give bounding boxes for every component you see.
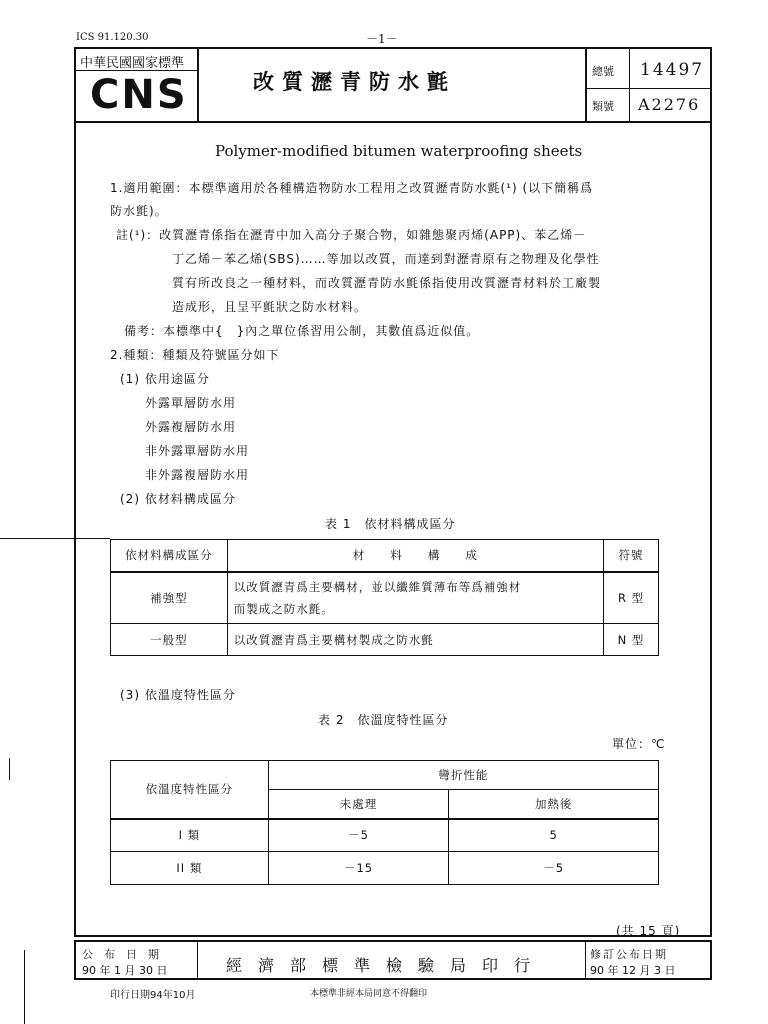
rev-date: 90 年 12 月 3 日 xyxy=(590,964,676,977)
subsection-material: (2) 依材料構成區分 xyxy=(120,492,236,506)
margin-mark xyxy=(0,538,110,539)
table2-unit: 單位：℃ xyxy=(612,737,666,751)
rev-date-label: 修訂公布日期 xyxy=(590,948,668,961)
table2-cell-heated: 5 xyxy=(449,819,659,852)
pub-date: 90 年 1 月 30 日 xyxy=(82,964,168,977)
note-line-3: 質有所改良之一種材料，而改質瀝青防水氈係指使用改質瀝青材料於工廠製 xyxy=(172,276,602,290)
note-line-1: 註(¹)：改質瀝青係指在瀝青中加入高分子聚合物，如雜態聚丙烯(APP)、苯乙烯－ xyxy=(116,228,587,242)
total-no: 14497 xyxy=(640,60,705,80)
scope-line-1: 1.適用範圍：本標準適用於各種構造物防水工程用之改質瀝青防水氈(¹) (以下簡稱爲 xyxy=(110,181,594,195)
table-temperature xyxy=(110,760,659,885)
use-item-3: 非外露單層防水用 xyxy=(145,444,250,458)
table1-cell-type: 補強型 xyxy=(111,572,228,624)
table1-header-comp: 材 料 構 成 xyxy=(227,540,603,572)
table-row xyxy=(111,819,659,852)
use-item-2: 外露複層防水用 xyxy=(145,420,237,434)
table1-cell-comp: 以改質瀝青爲主要構材製成之防水氈 xyxy=(227,624,603,656)
table2-caption: 表 2 依溫度特性區分 xyxy=(318,713,449,727)
table1-header-type: 依材料構成區分 xyxy=(111,540,228,572)
title-en: Polymer-modified bitumen waterproofing sheets xyxy=(215,142,583,160)
total-pages: (共 15 頁) xyxy=(616,924,681,938)
table-row xyxy=(111,852,659,885)
org-name: 中華民國國家標準 xyxy=(80,56,185,71)
class-no: A2276 xyxy=(638,95,701,114)
use-item-4: 非外露複層防水用 xyxy=(145,468,250,482)
section-2-heading: 2.種類：種類及符號區分如下 xyxy=(110,348,280,362)
table2-cell-heated: －5 xyxy=(449,852,659,885)
subsection-temperature: (3) 依溫度特性區分 xyxy=(120,688,236,702)
subsection-use: (1) 依用途區分 xyxy=(120,372,210,386)
table1-caption: 表 1 依材料構成區分 xyxy=(325,517,456,531)
table1-cell-type: 一般型 xyxy=(111,624,228,656)
table2-cell-type: II 類 xyxy=(111,852,269,885)
table2-cell-type: I 類 xyxy=(111,819,269,852)
table2-cell-untreated: －15 xyxy=(268,852,449,885)
table1-comp-line-2: 而製成之防水氈。 xyxy=(233,601,334,616)
table1-cell-comp xyxy=(227,572,603,624)
table-material xyxy=(110,539,659,656)
margin-mark xyxy=(24,950,25,1024)
class-no-label: 類號 xyxy=(592,100,614,113)
cns-logo: CNS xyxy=(90,72,188,118)
table2-header-bend: 彎折性能 xyxy=(268,761,658,790)
margin-mark xyxy=(9,758,10,780)
note-line-2: 丁乙烯－苯乙烯(SBS)……等加以改質，而達到對瀝青原有之物理及化學性 xyxy=(172,252,600,266)
use-item-1: 外露單層防水用 xyxy=(145,396,237,410)
scope-line-2: 防水氈)。 xyxy=(110,204,168,218)
table1-header-symbol: 符號 xyxy=(604,540,659,572)
table1-cell-symbol: R 型 xyxy=(604,572,659,624)
total-no-label: 總號 xyxy=(592,65,614,78)
table-row xyxy=(111,624,659,656)
table2-header-untreated: 未處理 xyxy=(268,790,449,819)
table1-cell-symbol: N 型 xyxy=(604,624,659,656)
printer: 經 濟 部 標 準 檢 驗 局 印 行 xyxy=(226,956,531,975)
header-divider xyxy=(74,121,712,123)
pub-date-label: 公 布 日 期 xyxy=(82,948,159,961)
table2-header-type: 依溫度特性區分 xyxy=(111,761,269,819)
table2-cell-untreated: －5 xyxy=(268,819,449,852)
table1-comp-line-1: 以改質瀝青爲主要構材，並以纖維質薄布等爲補強材 xyxy=(233,579,522,594)
print-date: 印行日期94年10月 xyxy=(110,990,196,1001)
page-number: －1－ xyxy=(366,32,398,46)
remark: 備考：本標準中{ }內之單位係習用公制，其數值爲近似值。 xyxy=(124,324,480,338)
table2-header-heated: 加熱後 xyxy=(449,790,659,819)
table-row xyxy=(111,572,659,624)
copyright-note: 本標準非經本局同意不得翻印 xyxy=(310,989,428,999)
doc-title-zh: 改質瀝青防水氈 xyxy=(253,70,456,94)
note-line-4: 造成形，且呈平氈狀之防水材料。 xyxy=(172,300,368,314)
ics-code: ICS 91.120.30 xyxy=(76,32,149,43)
